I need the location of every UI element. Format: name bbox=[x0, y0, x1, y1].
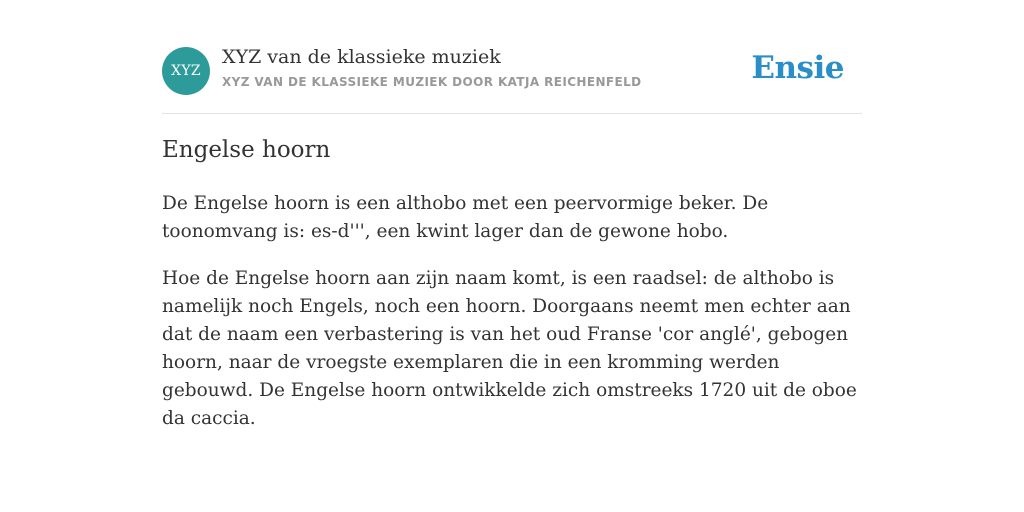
article-paragraph: Hoe de Engelse hoorn aan zijn naam komt, is een raadsel: de althobo is namelijk noch Engels, noch een hoorn. Doorgaans neemt men echter aan dat de naam een verbastering is van het oud Franse 'cor anglé', gebogen hoorn, naar de vroegste exemplaren die in een kromming werden gebouwd. De Engelse hoorn ontwikkelde zich omstreeks 1720 uit de oboe da caccia. bbox=[162, 268, 857, 429]
article-body bbox=[162, 190, 862, 452]
avatar[interactable]: XYZ bbox=[162, 47, 210, 95]
site-title[interactable]: XYZ van de klassieke muziek bbox=[222, 46, 501, 68]
brand-logo[interactable]: Ensie bbox=[751, 50, 844, 86]
site-subtitle[interactable]: XYZ VAN DE KLASSIEKE MUZIEK DOOR KATJA REICHENFELD bbox=[222, 75, 642, 89]
article-title: Engelse hoorn bbox=[162, 137, 331, 163]
article-paragraph: De Engelse hoorn is een althobo met een peervormige beker. De toonomvang is: es-d''', een kwint lager dan de gewone hobo. bbox=[162, 193, 769, 242]
header bbox=[162, 46, 862, 96]
header-divider bbox=[162, 113, 862, 114]
